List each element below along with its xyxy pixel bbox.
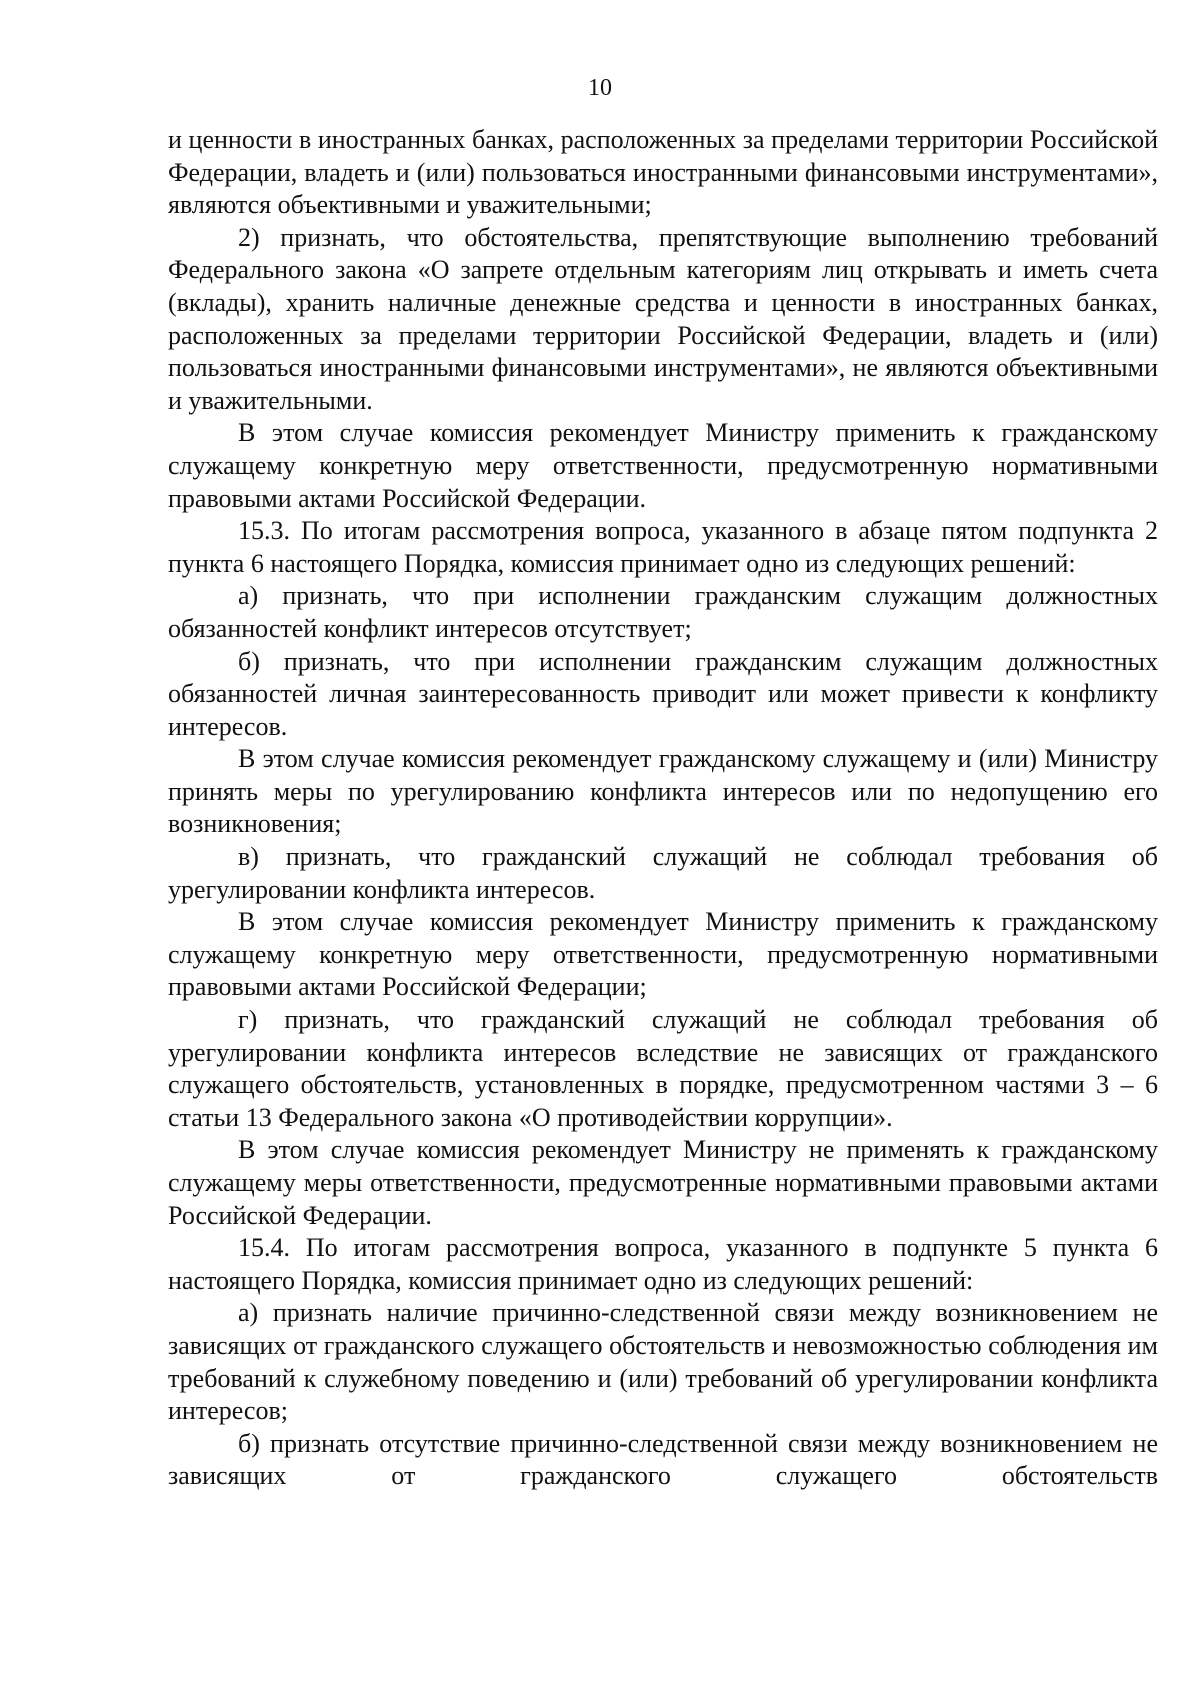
paragraph-15-3-b-note: В этом случае комиссия рекомендует гражданскому служащему и (или) Министру принять меры по урегулированию конфликта интересов или по недопущению его возникновения; (168, 744, 1158, 839)
paragraph-15-4: 15.4. По итогам рассмотрения вопроса, указанного в подпункте 5 пункта 6 настоящего Порядка, комиссия принимает одно из следующих решений: (168, 1233, 1158, 1295)
document-body (168, 124, 1158, 1493)
paragraph-continuation: и ценности в иностранных банках, расположенных за пределами территории Российской Федерации, владеть и (или) пользоваться иностранными финансовыми инструментами», являются объективными и уважительными; (168, 125, 1158, 220)
paragraph-15-3-d: г) признать, что гражданский служащий не соблюдал требования об урегулировании конфликта интересов вследствие не зависящих от гражданского служащего обстоятельств, установленных в порядке, предусмотренном частями 3 – 6 статьи 13 Федерального закона «О противодействии коррупции». (168, 1005, 1158, 1132)
paragraph-15-3-c: в) признать, что гражданский служащий не соблюдал требования об урегулировании конфликта интересов. (168, 842, 1158, 904)
paragraph-15-3: 15.3. По итогам рассмотрения вопроса, указанного в абзаце пятом подпункта 2 пункта 6 настоящего Порядка, комиссия принимает одно из следующих решений: (168, 516, 1158, 578)
paragraph-15-4-b: б) признать отсутствие причинно-следственной связи между возникновением не зависящих от гражданского служащего обстоятельств (168, 1428, 1158, 1491)
paragraph-15-3-c-note: В этом случае комиссия рекомендует Министру применить к гражданскому служащему конкретную меру ответственности, предусмотренную нормативными правовыми актами Российской Федерации; (168, 907, 1158, 1002)
paragraph-15-4-a: а) признать наличие причинно-следственной связи между возникновением не зависящих от гражданского служащего обстоятельств и невозможностью соблюдения им требований к служебному поведению и (или) требований об урегулировании конфликта интересов; (168, 1298, 1158, 1426)
paragraph-15-3-a: а) признать, что при исполнении гражданским служащим должностных обязанностей конфликт интересов отсутствует; (168, 581, 1158, 643)
paragraph-15-3-d-note: В этом случае комиссия рекомендует Министру не применять к гражданскому служащему меры ответственности, предусмотренные нормативными правовыми актами Российской Федерации. (168, 1135, 1158, 1230)
paragraph-commission-recommendation: В этом случае комиссия рекомендует Министру применить к гражданскому служащему конкретную меру ответственности, предусмотренную нормативными правовыми актами Российской Федерации. (168, 418, 1158, 513)
paragraph-15-3-b: б) признать, что при исполнении гражданским служащим должностных обязанностей личная заинтересованность приводит или может привести к конфликту интересов. (168, 646, 1158, 741)
page-number: 10 (588, 75, 612, 101)
paragraph-item-2: 2) признать, что обстоятельства, препятствующие выполнению требований Федерального закона «О запрете отдельным категориям лиц открывать и иметь счета (вклады), хранить наличные денежные средства и ценности в иностранных банках, расположенных за пределами территории Российской Федерации, владеть и (или) пользоваться иностранными финансовыми инструментами», не являются объективными и уважительными. (168, 222, 1158, 415)
